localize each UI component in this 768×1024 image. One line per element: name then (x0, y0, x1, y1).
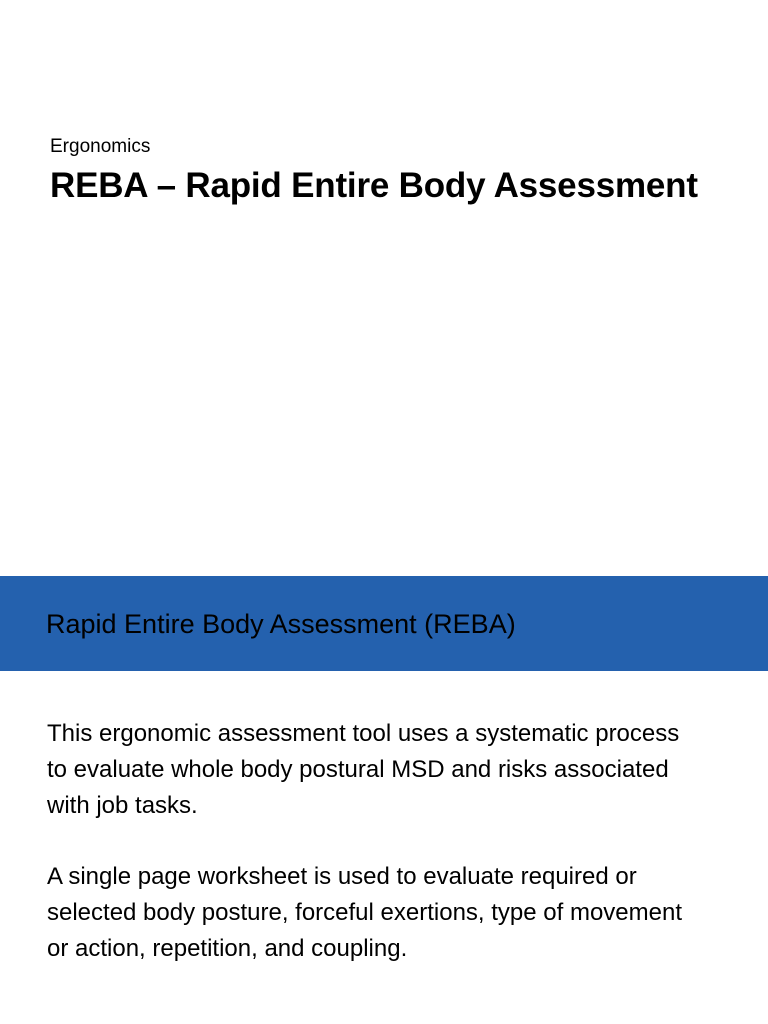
paragraph-intro: This ergonomic assessment tool uses a systematic process to evaluate whole body postural MSD and risks associated with job tasks. (47, 720, 680, 819)
section-heading: Rapid Entire Body Assessment (REBA) (46, 609, 516, 639)
paragraph-worksheet: A single page worksheet is used to evaluate required or selected body posture, forceful exertions, type of movement or action, repetition, and coupling. (47, 863, 683, 962)
page-title: REBA – Rapid Entire Body Assessment (50, 166, 698, 205)
category-label: Ergonomics (50, 136, 151, 157)
